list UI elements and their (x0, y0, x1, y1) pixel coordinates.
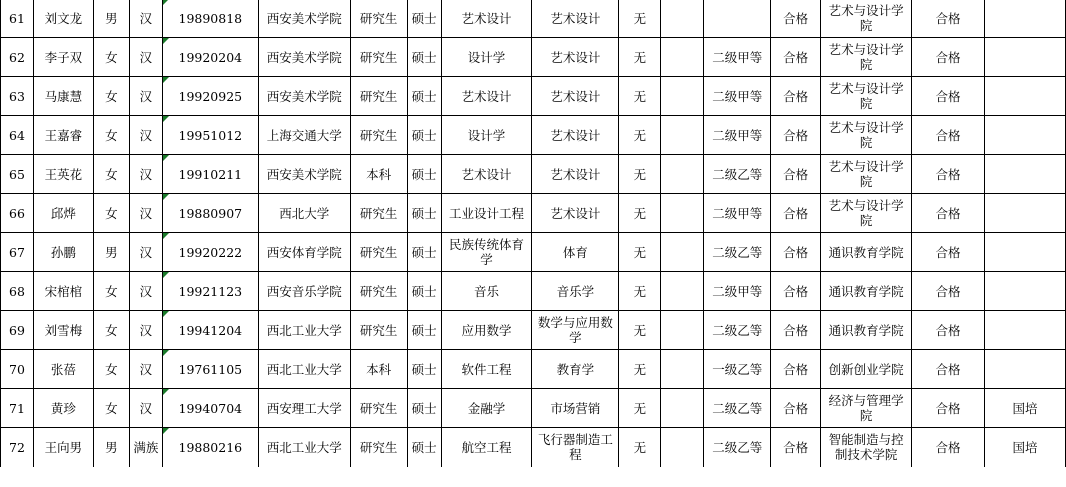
birthdate-cell: 19920925 (162, 77, 258, 116)
school-cell: 西安体育学院 (258, 233, 350, 272)
college-cell: 通识教育学院 (821, 272, 912, 311)
education-cell: 研究生 (350, 389, 407, 428)
major-cell: 工业设计工程 (441, 194, 532, 233)
ethnicity-cell: 满族 (129, 428, 162, 467)
school-cell: 西北工业大学 (258, 428, 350, 467)
result-cell: 合格 (771, 272, 821, 311)
gender-cell: 女 (93, 272, 129, 311)
degree-cell: 硕士 (407, 194, 441, 233)
degree-cell: 硕士 (407, 233, 441, 272)
major-cell: 软件工程 (441, 350, 532, 389)
education-cell: 研究生 (350, 116, 407, 155)
major-cell: 艺术设计 (441, 155, 532, 194)
education-cell: 研究生 (350, 0, 407, 38)
gender-cell: 男 (93, 233, 129, 272)
birthdate-cell: 19940704 (162, 389, 258, 428)
gender-cell: 女 (93, 350, 129, 389)
note-cell (984, 38, 1065, 77)
major-cell: 音乐 (441, 272, 532, 311)
final-result-cell: 合格 (912, 194, 985, 233)
result-cell: 合格 (771, 194, 821, 233)
table-row (1, 350, 1066, 389)
row-number-cell: 71 (1, 389, 34, 428)
ethnicity-cell: 汉 (129, 77, 162, 116)
major-cell: 航空工程 (441, 428, 532, 467)
table-row (1, 428, 1066, 467)
title-cell: 无 (619, 77, 661, 116)
college-cell: 艺术与设计学院 (821, 0, 912, 38)
name-cell: 李子双 (33, 38, 93, 77)
title-cell: 无 (619, 428, 661, 467)
major-cell: 艺术设计 (441, 0, 532, 38)
gender-cell: 女 (93, 311, 129, 350)
blank-cell (661, 155, 704, 194)
table-row (1, 311, 1066, 350)
row-number-cell: 64 (1, 116, 34, 155)
name-cell: 刘雪梅 (33, 311, 93, 350)
result-cell: 合格 (771, 0, 821, 38)
row-number-cell: 63 (1, 77, 34, 116)
degree-cell: 硕士 (407, 428, 441, 467)
school-cell: 西安理工大学 (258, 389, 350, 428)
name-cell: 马康慧 (33, 77, 93, 116)
table-row (1, 233, 1066, 272)
note-cell: 国培 (984, 389, 1065, 428)
table-row (1, 155, 1066, 194)
school-cell: 西安美术学院 (258, 0, 350, 38)
final-result-cell: 合格 (912, 311, 985, 350)
ethnicity-cell: 汉 (129, 233, 162, 272)
education-cell: 研究生 (350, 77, 407, 116)
school-cell: 西安美术学院 (258, 38, 350, 77)
major-cell: 民族传统体育学 (441, 233, 532, 272)
blank-cell (661, 389, 704, 428)
college-cell: 智能制造与控制技术学院 (821, 428, 912, 467)
birthdate-cell: 19880907 (162, 194, 258, 233)
ethnicity-cell: 汉 (129, 0, 162, 38)
ethnicity-cell: 汉 (129, 272, 162, 311)
blank-cell (661, 428, 704, 467)
birthdate-cell: 19920222 (162, 233, 258, 272)
row-number-cell: 70 (1, 350, 34, 389)
mandarin-level-cell: 二级甲等 (704, 116, 771, 155)
table-row (1, 272, 1066, 311)
ethnicity-cell: 汉 (129, 389, 162, 428)
post-major-cell: 艺术设计 (532, 38, 619, 77)
college-cell: 艺术与设计学院 (821, 155, 912, 194)
note-cell (984, 0, 1065, 38)
result-cell: 合格 (771, 233, 821, 272)
school-cell: 西北工业大学 (258, 350, 350, 389)
college-cell: 艺术与设计学院 (821, 116, 912, 155)
education-cell: 本科 (350, 155, 407, 194)
row-number-cell: 67 (1, 233, 34, 272)
post-major-cell: 艺术设计 (532, 155, 619, 194)
blank-cell (661, 0, 704, 38)
school-cell: 西北工业大学 (258, 311, 350, 350)
final-result-cell: 合格 (912, 77, 985, 116)
blank-cell (661, 38, 704, 77)
title-cell: 无 (619, 272, 661, 311)
gender-cell: 女 (93, 155, 129, 194)
name-cell: 刘文龙 (33, 0, 93, 38)
result-cell: 合格 (771, 311, 821, 350)
mandarin-level-cell: 二级乙等 (704, 311, 771, 350)
row-number-cell: 61 (1, 0, 34, 38)
title-cell: 无 (619, 38, 661, 77)
birthdate-cell: 19890818 (162, 0, 258, 38)
school-cell: 西安音乐学院 (258, 272, 350, 311)
post-major-cell: 艺术设计 (532, 116, 619, 155)
row-number-cell: 72 (1, 428, 34, 467)
blank-cell (661, 311, 704, 350)
birthdate-cell: 19920204 (162, 38, 258, 77)
post-major-cell: 教育学 (532, 350, 619, 389)
table-row (1, 0, 1066, 38)
degree-cell: 硕士 (407, 389, 441, 428)
mandarin-level-cell: 二级甲等 (704, 272, 771, 311)
ethnicity-cell: 汉 (129, 116, 162, 155)
major-cell: 设计学 (441, 116, 532, 155)
post-major-cell: 艺术设计 (532, 0, 619, 38)
education-cell: 研究生 (350, 272, 407, 311)
birthdate-cell: 19910211 (162, 155, 258, 194)
name-cell: 王英花 (33, 155, 93, 194)
college-cell: 艺术与设计学院 (821, 38, 912, 77)
result-cell: 合格 (771, 116, 821, 155)
table-row (1, 194, 1066, 233)
degree-cell: 硕士 (407, 311, 441, 350)
table-row (1, 389, 1066, 428)
mandarin-level-cell: 二级甲等 (704, 38, 771, 77)
post-major-cell: 音乐学 (532, 272, 619, 311)
name-cell: 宋棺棺 (33, 272, 93, 311)
college-cell: 创新创业学院 (821, 350, 912, 389)
education-cell: 研究生 (350, 311, 407, 350)
result-cell: 合格 (771, 428, 821, 467)
final-result-cell: 合格 (912, 272, 985, 311)
name-cell: 黄珍 (33, 389, 93, 428)
title-cell: 无 (619, 0, 661, 38)
final-result-cell: 合格 (912, 233, 985, 272)
final-result-cell: 合格 (912, 428, 985, 467)
birthdate-cell: 19761105 (162, 350, 258, 389)
table-row (1, 116, 1066, 155)
note-cell (984, 77, 1065, 116)
college-cell: 经济与管理学院 (821, 389, 912, 428)
post-major-cell: 体育 (532, 233, 619, 272)
post-major-cell: 艺术设计 (532, 194, 619, 233)
college-cell: 通识教育学院 (821, 311, 912, 350)
mandarin-level-cell (704, 0, 771, 38)
gender-cell: 女 (93, 38, 129, 77)
title-cell: 无 (619, 389, 661, 428)
name-cell: 王嘉睿 (33, 116, 93, 155)
note-cell (984, 233, 1065, 272)
ethnicity-cell: 汉 (129, 38, 162, 77)
note-cell (984, 116, 1065, 155)
name-cell: 邱烨 (33, 194, 93, 233)
mandarin-level-cell: 二级甲等 (704, 77, 771, 116)
title-cell: 无 (619, 311, 661, 350)
note-cell: 国培 (984, 428, 1065, 467)
education-cell: 研究生 (350, 38, 407, 77)
ethnicity-cell: 汉 (129, 194, 162, 233)
gender-cell: 男 (93, 0, 129, 38)
row-number-cell: 69 (1, 311, 34, 350)
degree-cell: 硕士 (407, 116, 441, 155)
post-major-cell: 数学与应用数学 (532, 311, 619, 350)
result-cell: 合格 (771, 389, 821, 428)
birthdate-cell: 19951012 (162, 116, 258, 155)
ethnicity-cell: 汉 (129, 155, 162, 194)
result-cell: 合格 (771, 350, 821, 389)
mandarin-level-cell: 二级乙等 (704, 428, 771, 467)
note-cell (984, 155, 1065, 194)
name-cell: 张蓓 (33, 350, 93, 389)
title-cell: 无 (619, 194, 661, 233)
degree-cell: 硕士 (407, 272, 441, 311)
title-cell: 无 (619, 155, 661, 194)
note-cell (984, 350, 1065, 389)
mandarin-level-cell: 一级乙等 (704, 350, 771, 389)
blank-cell (661, 272, 704, 311)
row-number-cell: 68 (1, 272, 34, 311)
college-cell: 艺术与设计学院 (821, 194, 912, 233)
major-cell: 艺术设计 (441, 77, 532, 116)
ethnicity-cell: 汉 (129, 350, 162, 389)
name-cell: 王向男 (33, 428, 93, 467)
title-cell: 无 (619, 233, 661, 272)
gender-cell: 女 (93, 77, 129, 116)
blank-cell (661, 194, 704, 233)
post-major-cell: 艺术设计 (532, 77, 619, 116)
gender-cell: 男 (93, 428, 129, 467)
gender-cell: 女 (93, 116, 129, 155)
final-result-cell: 合格 (912, 116, 985, 155)
education-cell: 研究生 (350, 428, 407, 467)
gender-cell: 女 (93, 389, 129, 428)
degree-cell: 硕士 (407, 155, 441, 194)
result-cell: 合格 (771, 77, 821, 116)
final-result-cell: 合格 (912, 389, 985, 428)
school-cell: 西安美术学院 (258, 77, 350, 116)
birthdate-cell: 19921123 (162, 272, 258, 311)
result-cell: 合格 (771, 38, 821, 77)
school-cell: 西北大学 (258, 194, 350, 233)
final-result-cell: 合格 (912, 155, 985, 194)
major-cell: 应用数学 (441, 311, 532, 350)
post-major-cell: 飞行器制造工程 (532, 428, 619, 467)
degree-cell: 硕士 (407, 0, 441, 38)
table-row (1, 77, 1066, 116)
post-major-cell: 市场营销 (532, 389, 619, 428)
school-cell: 西安美术学院 (258, 155, 350, 194)
birthdate-cell: 19880216 (162, 428, 258, 467)
row-number-cell: 66 (1, 194, 34, 233)
note-cell (984, 272, 1065, 311)
note-cell (984, 194, 1065, 233)
mandarin-level-cell: 二级乙等 (704, 389, 771, 428)
college-cell: 通识教育学院 (821, 233, 912, 272)
degree-cell: 硕士 (407, 350, 441, 389)
row-number-cell: 65 (1, 155, 34, 194)
blank-cell (661, 233, 704, 272)
result-cell: 合格 (771, 155, 821, 194)
gender-cell: 女 (93, 194, 129, 233)
major-cell: 金融学 (441, 389, 532, 428)
mandarin-level-cell: 二级乙等 (704, 233, 771, 272)
name-cell: 孙鹏 (33, 233, 93, 272)
degree-cell: 硕士 (407, 77, 441, 116)
education-cell: 研究生 (350, 233, 407, 272)
title-cell: 无 (619, 116, 661, 155)
major-cell: 设计学 (441, 38, 532, 77)
blank-cell (661, 77, 704, 116)
table-body (1, 0, 1066, 467)
final-result-cell: 合格 (912, 0, 985, 38)
birthdate-cell: 19941204 (162, 311, 258, 350)
title-cell: 无 (619, 350, 661, 389)
education-cell: 本科 (350, 350, 407, 389)
school-cell: 上海交通大学 (258, 116, 350, 155)
final-result-cell: 合格 (912, 350, 985, 389)
ethnicity-cell: 汉 (129, 311, 162, 350)
row-number-cell: 62 (1, 38, 34, 77)
mandarin-level-cell: 二级乙等 (704, 155, 771, 194)
mandarin-level-cell: 二级甲等 (704, 194, 771, 233)
degree-cell: 硕士 (407, 38, 441, 77)
college-cell: 艺术与设计学院 (821, 77, 912, 116)
education-cell: 研究生 (350, 194, 407, 233)
table-row (1, 38, 1066, 77)
note-cell (984, 311, 1065, 350)
blank-cell (661, 350, 704, 389)
final-result-cell: 合格 (912, 38, 985, 77)
blank-cell (661, 116, 704, 155)
